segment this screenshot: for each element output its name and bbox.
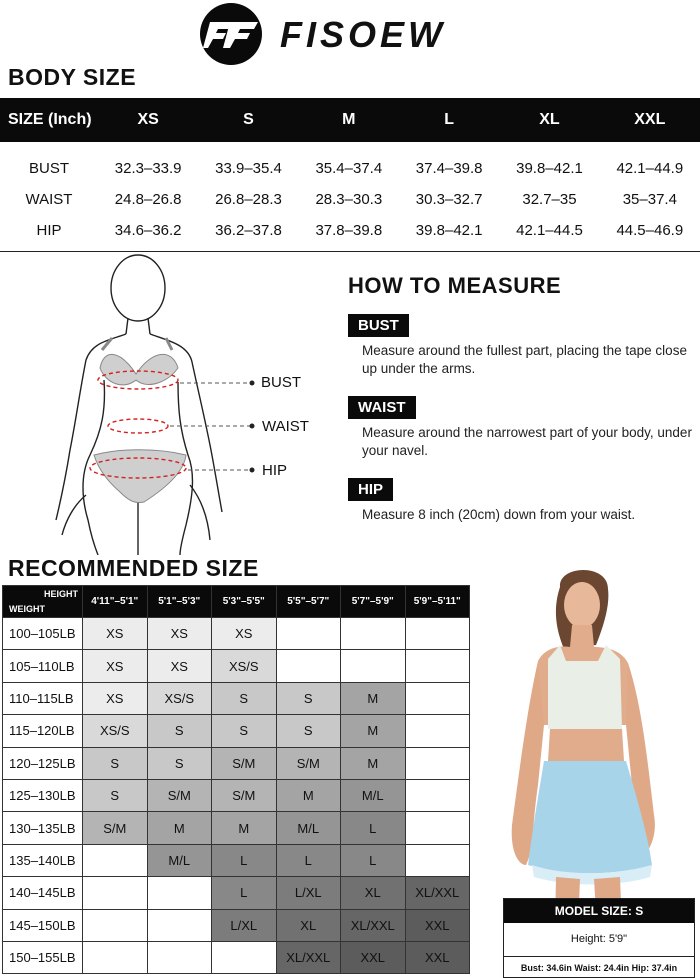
size-cell: S	[212, 682, 277, 714]
size-header: M	[299, 98, 399, 142]
table-cell: 32.3–33.9	[114, 159, 182, 177]
size-cell: L	[276, 844, 341, 876]
size-cell: M	[341, 682, 406, 714]
recommended-size-title: RECOMMENDED SIZE	[8, 555, 259, 581]
height-header: 5'5"–5'7"	[276, 586, 341, 618]
model-height: Height: 5'9"	[504, 923, 694, 957]
table-row	[3, 877, 470, 909]
size-cell: M	[212, 812, 277, 844]
height-header: 5'1"–5'3"	[147, 586, 212, 618]
weight-label: 140–145LB	[3, 877, 83, 909]
brand-name: FISOEW	[280, 14, 446, 55]
table-row	[3, 650, 470, 682]
table-cell: 36.2–37.8	[198, 215, 298, 251]
size-cell	[276, 650, 341, 682]
table-cell: 34.6–36.2	[98, 215, 198, 251]
table-row	[3, 909, 470, 941]
size-cell	[83, 877, 148, 909]
brand-logo	[198, 2, 498, 66]
size-cell: S/M	[276, 747, 341, 779]
size-cell: S	[147, 747, 212, 779]
size-header: XL	[499, 98, 599, 142]
size-unit-header: SIZE (Inch)	[0, 98, 98, 142]
body-measurement-figure	[40, 250, 340, 555]
size-cell: XS	[83, 650, 148, 682]
size-cell: L	[212, 877, 277, 909]
model-size-title: MODEL SIZE: S	[504, 899, 694, 923]
size-cell: S/M	[83, 812, 148, 844]
table-cell: 42.1–44.5	[499, 215, 599, 251]
size-header: L	[399, 98, 499, 142]
size-cell: XS	[147, 650, 212, 682]
measure-tag-bust: BUST	[348, 314, 409, 337]
table-row	[3, 812, 470, 844]
size-cell: L/XL	[276, 877, 341, 909]
size-cell: S	[83, 747, 148, 779]
weight-label: 150–155LB	[3, 941, 83, 973]
size-cell	[405, 715, 470, 747]
table-cell: 44.5–46.9	[600, 215, 700, 251]
size-cell	[405, 618, 470, 650]
size-cell: XL/XXL	[405, 877, 470, 909]
figure-label-hip: HIP	[262, 462, 288, 479]
table-cell: 42.1–44.9	[616, 159, 684, 177]
how-to-measure-title: HOW TO MEASURE	[348, 273, 562, 298]
size-cell: M/L	[147, 844, 212, 876]
table-cell: 39.8–42.1	[516, 159, 583, 177]
size-cell	[83, 909, 148, 941]
size-cell: L	[341, 844, 406, 876]
size-cell: XS/S	[147, 682, 212, 714]
size-cell	[276, 618, 341, 650]
height-header: 4'11"–5'1"	[83, 586, 148, 618]
weight-label: 110–115LB	[3, 682, 83, 714]
body-size-title: BODY SIZE	[8, 64, 137, 90]
weight-label: 100–105LB	[3, 618, 83, 650]
table-row	[3, 844, 470, 876]
weight-label: 135–140LB	[3, 844, 83, 876]
size-cell: S/M	[212, 779, 277, 811]
size-cell: XS	[83, 682, 148, 714]
weight-label: 120–125LB	[3, 747, 83, 779]
table-cell: 33.9–35.4	[215, 159, 282, 177]
size-cell	[147, 941, 212, 973]
table-row	[3, 682, 470, 714]
weight-axis-label: WEIGHT	[9, 604, 45, 614]
size-cell: S	[276, 715, 341, 747]
row-label: WAIST	[25, 191, 73, 208]
table-row	[3, 715, 470, 747]
size-cell: XS	[83, 618, 148, 650]
recommended-size-table	[2, 585, 470, 974]
row-label: BUST	[28, 159, 69, 177]
size-cell: L	[212, 844, 277, 876]
height-header: 5'3"–5'5"	[212, 586, 277, 618]
table-cell: 39.8–42.1	[399, 215, 499, 251]
size-cell	[405, 812, 470, 844]
table-cell: 37.8–39.8	[299, 215, 399, 251]
figure-label-waist: WAIST	[262, 418, 309, 435]
size-cell	[405, 844, 470, 876]
measure-tag-hip: HIP	[348, 478, 393, 501]
model-measurements: Bust: 34.6in Waist: 24.4in Hip: 37.4in	[520, 963, 678, 973]
table-row	[0, 215, 700, 251]
size-cell: XXL	[405, 909, 470, 941]
size-cell: S	[83, 779, 148, 811]
size-cell	[405, 682, 470, 714]
size-cell: XL/XXL	[276, 941, 341, 973]
size-cell	[147, 877, 212, 909]
measure-tag-waist: WAIST	[348, 396, 416, 419]
size-cell: S	[147, 715, 212, 747]
table-cell: 24.8–26.8	[114, 191, 182, 208]
size-cell: XS/S	[212, 650, 277, 682]
row-label: HIP	[0, 215, 98, 251]
size-cell: S	[212, 715, 277, 747]
table-cell: 35–37.4	[622, 191, 677, 208]
measure-desc-bust: Measure around the fullest part, placing the tape close up under the arms.	[362, 343, 687, 376]
size-cell: XXL	[341, 941, 406, 973]
size-cell	[405, 650, 470, 682]
size-cell: L	[341, 812, 406, 844]
size-cell: L/XL	[212, 909, 277, 941]
measure-desc-waist: Measure around the narrowest part of your body, under your navel.	[362, 425, 692, 458]
size-cell	[341, 650, 406, 682]
size-cell: S/M	[212, 747, 277, 779]
height-header: 5'7"–5'9"	[341, 586, 406, 618]
table-cell: 35.4–37.4	[315, 159, 383, 177]
body-size-header-row	[0, 98, 700, 142]
size-cell	[147, 909, 212, 941]
body-size-table	[0, 98, 700, 252]
table-row	[3, 747, 470, 779]
size-cell: XS	[212, 618, 277, 650]
table-cell: 30.3–32.7	[415, 191, 483, 208]
table-row	[0, 142, 700, 184]
size-cell	[83, 941, 148, 973]
table-row	[3, 618, 470, 650]
table-cell: 26.8–28.3	[215, 191, 282, 208]
table-row	[3, 779, 470, 811]
model-size-card	[503, 898, 695, 978]
size-cell	[405, 779, 470, 811]
size-cell: S	[276, 682, 341, 714]
size-cell: XXL	[405, 941, 470, 973]
size-cell: M	[341, 715, 406, 747]
size-cell: M	[147, 812, 212, 844]
size-cell: XS/S	[83, 715, 148, 747]
recommended-header-row	[3, 586, 470, 618]
height-header: 5'9"–5'11"	[405, 586, 470, 618]
height-axis-label: HEIGHT	[43, 589, 78, 599]
table-row	[0, 184, 700, 215]
measure-desc-hip: Measure 8 inch (20cm) down from your waist.	[362, 507, 636, 522]
table-row	[3, 941, 470, 973]
size-cell: XL/XXL	[341, 909, 406, 941]
corner-header	[3, 586, 83, 618]
size-header: XS	[98, 98, 198, 142]
size-cell: XL	[341, 877, 406, 909]
size-cell: XL	[276, 909, 341, 941]
size-cell: M	[276, 779, 341, 811]
table-cell: 32.7–35	[522, 191, 577, 208]
weight-label: 145–150LB	[3, 909, 83, 941]
size-cell	[341, 618, 406, 650]
size-cell	[212, 941, 277, 973]
size-cell: XS	[147, 618, 212, 650]
size-cell	[405, 747, 470, 779]
size-cell: M/L	[276, 812, 341, 844]
body-silhouette-icon	[40, 250, 340, 555]
weight-label: 105–110LB	[3, 650, 83, 682]
size-cell: M/L	[341, 779, 406, 811]
figure-label-bust: BUST	[261, 374, 302, 391]
size-header: S	[198, 98, 298, 142]
size-cell: S/M	[147, 779, 212, 811]
size-cell: M	[341, 747, 406, 779]
weight-label: 130–135LB	[3, 812, 83, 844]
weight-label: 125–130LB	[3, 779, 83, 811]
weight-label: 115–120LB	[3, 715, 83, 747]
table-cell: 28.3–30.3	[315, 191, 383, 208]
size-header: XXL	[600, 98, 700, 142]
table-cell: 37.4–39.8	[415, 159, 483, 177]
size-cell	[83, 844, 148, 876]
brand-logo-icon	[198, 2, 264, 66]
